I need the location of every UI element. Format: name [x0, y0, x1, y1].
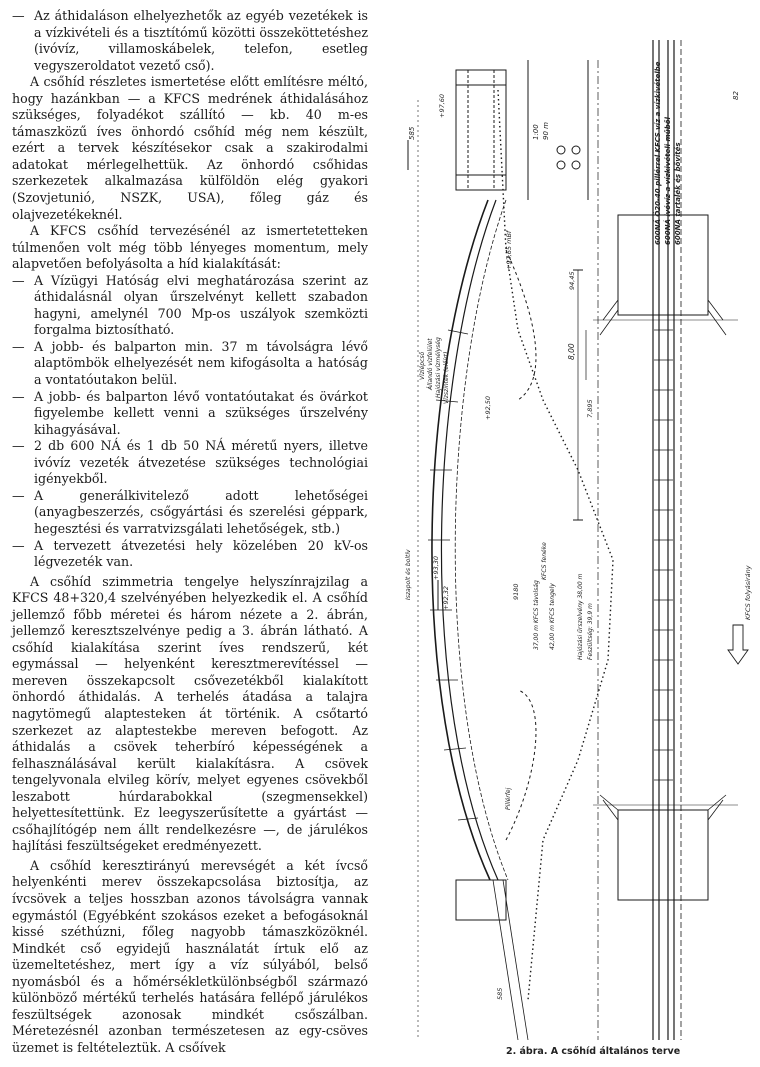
figure-drawing — [378, 0, 760, 1067]
article-text-column — [12, 8, 368, 1056]
label-flow: KFCS folyásirány — [744, 565, 752, 620]
list-item-text: A jobb- és balparton lévő vontatóutakat és övárkot figyelembe kellett venni a szükséges űrszelvény kihagyásával. — [34, 388, 368, 437]
paragraph: A csőhíd részletes ismertetése előtt említésre méltó, hogy hazánkban — a KFCS medrének áthidalásához szükséges, folyadékot szállító — kb. 40 m-es támaszközű íves önhordó csőhíd még nem készült, ezért a tervek készítésekor csak a szakirodalmi adatokat mérlegelhettük. Az önhordó csőhidas szerkezetek alkalmazása külföldön elég gyakori (Szovjetunió, NSZK, USA), főleg gáz és olajvezetékeknél. — [12, 74, 368, 222]
paragraph: A csőhíd keresztirányú merevségét a két ívcső helyenkénti merev összekapcsolása biztosítja, az ívcsövek a teljes hosszban azonos távolságra vannak egymástól (Egyébként szokásos ezeket a befogásoknál kissé széthúzni, főleg nagyobb támaszközöknél. Mindkét cső egyidejű használatát írtuk elő az üzemeltetéshez, mert így a víz súlyából, belső nyomásból és a hőmérsékletkülönbségből származó különböző mértékű terhelés hatására fellépő járulékos feszültségek azonosak mindkét csőszálban. Méretezésnél azonban természetesen az egy-csöves üzemet is feltételeztük. A csőívek — [12, 857, 368, 1055]
paragraph: A KFCS csőhíd tervezésénél az ismertetetteken túlmenően volt még több lényeges momentum, mely alapvetően befolyásolta a híd kialakítását: — [12, 223, 368, 272]
label-dim-top: 585 — [408, 126, 416, 140]
list-item — [12, 8, 368, 74]
bullet-dash: — — [12, 272, 25, 288]
label-kfcs-fen: KFCS fenéke — [541, 542, 548, 580]
plan-abutment-top — [618, 215, 708, 315]
legend-label-4: Vízszintek (előírt) — [443, 351, 450, 404]
bullet-dash: — — [12, 487, 25, 503]
list-item-text: Az áthidaláson elhelyezhetők az egyéb vezetékek is a vízkivételi és a tisztítómű közötti összeköttetéshez (ivóvíz, villamoskábelek, telefon, esetleg vegyszeroldatot vezető cső). — [34, 8, 368, 73]
label-leg-b: Pillérfej — [505, 787, 512, 810]
flow-arrow-icon — [728, 625, 748, 664]
label-leg-a: Iszapolt és boltív — [405, 549, 412, 600]
bullet-dash: — — [12, 8, 25, 23]
label-dim-9330: +93,30 — [432, 555, 440, 580]
label-side-mark: 82 — [732, 91, 740, 100]
list-item-text: A tervezett átvezetési hely közelében 20 kV-os légvezeték van. — [34, 537, 368, 570]
label-dim-800: 8,00 — [567, 343, 576, 360]
label-pipe-3: 600NÁ tartalék és bővítés — [674, 142, 682, 245]
bullet-dash: — — [12, 338, 25, 354]
paragraph: A csőhíd szimmetria tengelye helyszínrajzilag a KFCS 48+320,4 szelvényében helyezkedik el. A csőhíd jellemző főbb méretei és három nézete a 2. ábrán, jellemző keresztszelvénye pedig a 3. ábrán látható. A csőhíd kialakítása szerint íves rendszerű, két egymással — helyenként keresztmerevítéssel — mereven összekapcsolt csővezetékből kialakított önhordó áthidalás. A terhelés átadása a talajra nagytömegű alaptesteken át történik. A csőtartó szerkezet az alaptestekbe mereven befogott. Az áthidalás a csövek teherbíró képességének a felhasználásával került kialakításra. A csövek tengelyvonala elvileg körív, melyet egyenes csövekből leszabott húrdarabokkal (szegmensekkel) helyettesítettünk. Ez leegyszerűsítette a gyártást — csőhajlítógép nem állt rendelkezésre —, de járulékos hajlítási feszültségeket eredményezett. — [12, 573, 368, 854]
list-item-text: A jobb- és balparton min. 37 m távolságra lévő alaptömbök elhelyezését nem kifogásolta a hatóság a vontatóutakon belül. — [34, 338, 368, 388]
list-item-text: 2 db 600 NÁ és 1 db 50 NÁ méretű nyers, illetve ivóvíz vezeték átvezetése szükséges technológiai igényekből. — [34, 438, 368, 487]
bridge-plan-svg — [378, 0, 760, 1067]
figure-caption: 2. ábra. A csőhíd általános terve — [506, 1046, 681, 1057]
label-dim-7: 7,895 — [586, 399, 594, 418]
label-pipe-2: 600NÁ ivóvíz a vízkivételi műből — [664, 117, 672, 245]
label-el-9265: +92,65 mBf — [505, 230, 513, 270]
figure-labels — [405, 61, 752, 1000]
label-top-a: 1:00 — [532, 124, 540, 140]
label-feszt: Feszültség: 39,9 m — [587, 603, 594, 660]
label-dim-9180: 9180 — [512, 583, 520, 600]
label-pipe-1: 600NÁ Ó20-40 pillérrel KFCS víz a vízkivételbe — [654, 61, 662, 245]
list-item-text: A Vízügyi Hatóság elvi meghatározása szerint az áthidalásnál olyan űrszelvényt kellett szabadon hagyni, amelynél 700 Mp-os uszályok szemközti forgalma biztosítható. — [34, 272, 368, 338]
abutment-top — [456, 70, 506, 190]
label-kfcs-axis: 42,00 m KFCS tengely — [549, 583, 556, 650]
list-item-text: A generálkivitelező adott lehetőségei (anyagbeszerzés, csőgyártási és szerelési géppark, hegesztési és varratvizsgálati lehetőségek, stb.) — [34, 487, 368, 536]
section-view — [408, 60, 613, 1040]
plan-abutment-bottom — [618, 810, 708, 900]
label-top-b: 90 m — [542, 122, 550, 140]
legend-label-3: Hajózási vízmélység — [435, 337, 442, 398]
list-item — [12, 389, 368, 439]
label-el-top: +97,60 — [438, 93, 446, 118]
bullet-dash: — — [12, 438, 25, 454]
list-item — [12, 438, 368, 488]
label-el-mid: 94,45 — [568, 271, 576, 290]
list-item — [12, 488, 368, 538]
list-item — [12, 339, 368, 389]
list-item — [12, 273, 368, 339]
label-feszt2: Hajózási űrszelvény 38,00 m — [577, 573, 584, 660]
legend-label-2: Állandó vízfelület — [427, 338, 434, 390]
label-dim-9232: +92,32 — [442, 585, 450, 610]
bullet-dash: — — [12, 388, 25, 404]
list-item — [12, 538, 368, 571]
bullet-dash: — — [12, 537, 25, 553]
label-kfcs-dist: 37,00 m KFCS távolság — [533, 580, 540, 650]
legend-label-1: Vízlépcső — [419, 351, 426, 380]
label-dim-9250: +92,50 — [484, 395, 492, 420]
label-dim-ss: 585 — [496, 987, 504, 1000]
